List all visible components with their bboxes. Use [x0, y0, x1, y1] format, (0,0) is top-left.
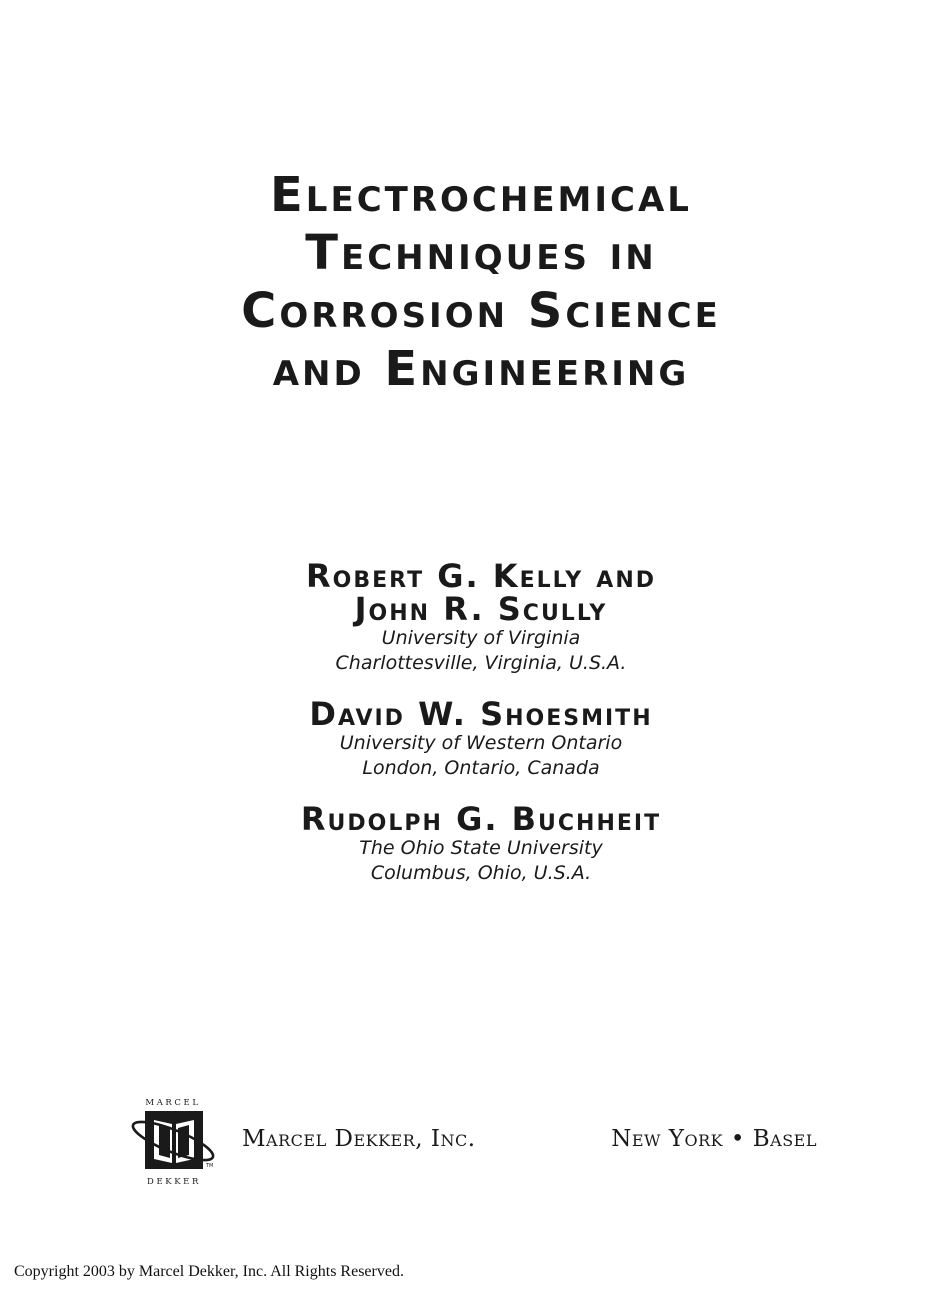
title-line: Techniques in: [305, 225, 657, 281]
logo-bottom-text: DEKKER: [147, 1177, 201, 1187]
title-line: Electrochemical: [270, 167, 692, 223]
author-affiliation: University of Western Ontario: [339, 732, 623, 754]
author-name: Robert G. Kelly and: [305, 557, 656, 595]
author-name: David W. Shoesmith: [309, 695, 653, 733]
author-location: London, Ontario, Canada: [362, 757, 600, 779]
author-affiliation: University of Virginia: [381, 627, 581, 649]
author-location: Columbus, Ohio, U.S.A.: [370, 862, 592, 884]
publisher-logo: [128, 1096, 218, 1188]
logo-top-text: MARCEL: [145, 1098, 201, 1108]
logo-trademark: TM: [206, 1163, 214, 1169]
author-list: [0, 557, 931, 908]
author-name: John R. Scully: [354, 590, 608, 628]
author-affiliation: The Ohio State University: [359, 837, 603, 859]
publisher-location: New York • Basel: [611, 1126, 817, 1152]
title-line: and Engineering: [272, 341, 690, 397]
author-location: Charlottesville, Virginia, U.S.A.: [335, 652, 627, 674]
publisher-name: Marcel Dekker, Inc.: [242, 1126, 476, 1152]
author-block: [0, 800, 931, 886]
author-name: Rudolph G. Buchheit: [300, 800, 662, 838]
book-title: [0, 166, 931, 398]
copyright-notice: Copyright 2003 by Marcel Dekker, Inc. All Rights Reserved.: [14, 1263, 404, 1280]
author-block: [0, 695, 931, 781]
title-line: Corrosion Science: [241, 283, 721, 339]
book-logo-icon: [128, 1096, 218, 1188]
author-block: [0, 557, 931, 676]
